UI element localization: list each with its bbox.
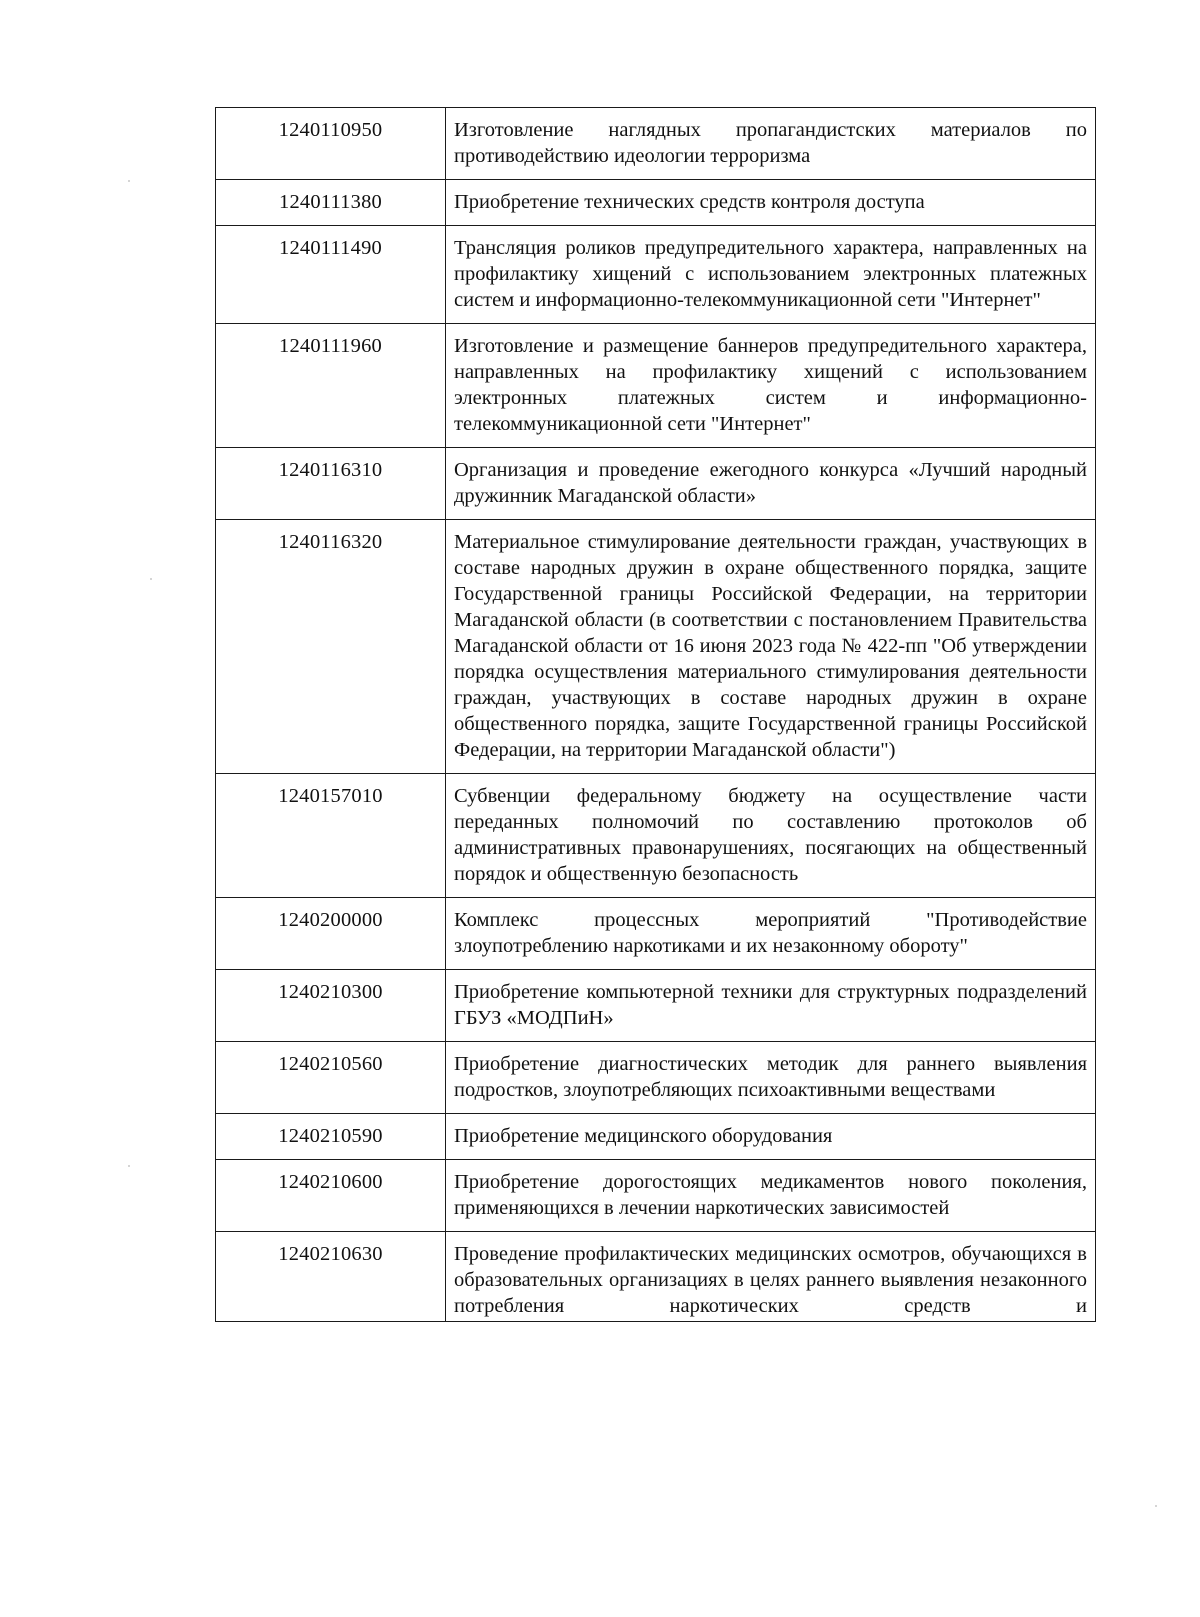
name-cell: Материальное стимулирование деятельности граждан, участвующих в составе народных дружин в охране общественного порядка, защите Государственной границы Российской Федерации, на территории Магаданской области (в соответствии с постановлением Правительства Магаданской области от 16 июня 2023 года № 422-пп "Об утверждении порядка осуществления материального стимулирования деятельности граждан, участвующих в составе народных дружин в охране общественного порядка, защите Государственной границы Российской Федерации, на территории Магаданской области") xyxy=(446,520,1096,774)
code-cell: 1240111490 xyxy=(216,226,446,324)
scan-speck xyxy=(150,578,152,580)
name-cell: Проведение профилактических медицинских осмотров, обучающихся в образовательных организациях в целях раннего выявления незаконного потребления наркотических средств и xyxy=(446,1232,1096,1322)
code-cell: 1240116320 xyxy=(216,520,446,774)
name-cell: Субвенции федеральному бюджету на осуществление части переданных полномочий по составлению протоколов об административных правонарушениях, посягающих на общественный порядок и общественную безопасность xyxy=(446,774,1096,898)
scan-speck xyxy=(128,1165,130,1167)
table-row xyxy=(216,324,1096,448)
table-row xyxy=(216,108,1096,180)
code-cell: 1240210300 xyxy=(216,970,446,1042)
code-cell: 1240110950 xyxy=(216,108,446,180)
table-row xyxy=(216,226,1096,324)
table-row xyxy=(216,1232,1096,1322)
code-cell: 1240200000 xyxy=(216,898,446,970)
table-row xyxy=(216,1160,1096,1232)
table-row xyxy=(216,180,1096,226)
scan-speck xyxy=(128,180,130,182)
code-cell: 1240116310 xyxy=(216,448,446,520)
table-row xyxy=(216,448,1096,520)
code-cell: 1240111960 xyxy=(216,324,446,448)
name-cell: Организация и проведение ежегодного конкурса «Лучший народный дружинник Магаданской области» xyxy=(446,448,1096,520)
table-row xyxy=(216,774,1096,898)
name-cell: Приобретение медицинского оборудования xyxy=(446,1114,1096,1160)
table-row xyxy=(216,1042,1096,1114)
code-cell: 1240111380 xyxy=(216,180,446,226)
name-cell: Приобретение компьютерной техники для структурных подразделений ГБУЗ «МОДПиН» xyxy=(446,970,1096,1042)
code-cell: 1240210600 xyxy=(216,1160,446,1232)
name-cell: Приобретение дорогостоящих медикаментов нового поколения, применяющихся в лечении наркотических зависимостей xyxy=(446,1160,1096,1232)
table-row xyxy=(216,520,1096,774)
table-row xyxy=(216,898,1096,970)
name-cell: Изготовление и размещение баннеров предупредительного характера, направленных на профилактику хищений с использованием электронных платежных систем и информационно-телекоммуникационной сети "Интернет" xyxy=(446,324,1096,448)
name-cell: Изготовление наглядных пропагандистских материалов по противодействию идеологии терроризма xyxy=(446,108,1096,180)
code-cell: 1240210630 xyxy=(216,1232,446,1322)
budget-codes-table xyxy=(215,107,1096,1322)
name-cell: Приобретение диагностических методик для раннего выявления подростков, злоупотребляющих психоактивными веществами xyxy=(446,1042,1096,1114)
code-cell: 1240157010 xyxy=(216,774,446,898)
name-cell: Комплекс процессных мероприятий "Противодействие злоупотреблению наркотиками и их незаконному обороту" xyxy=(446,898,1096,970)
name-cell: Приобретение технических средств контроля доступа xyxy=(446,180,1096,226)
code-cell: 1240210590 xyxy=(216,1114,446,1160)
scan-speck xyxy=(1155,1505,1157,1507)
table-row xyxy=(216,1114,1096,1160)
name-cell: Трансляция роликов предупредительного характера, направленных на профилактику хищений с использованием электронных платежных систем и информационно-телекоммуникационной сети "Интернет" xyxy=(446,226,1096,324)
code-cell: 1240210560 xyxy=(216,1042,446,1114)
table-row xyxy=(216,970,1096,1042)
